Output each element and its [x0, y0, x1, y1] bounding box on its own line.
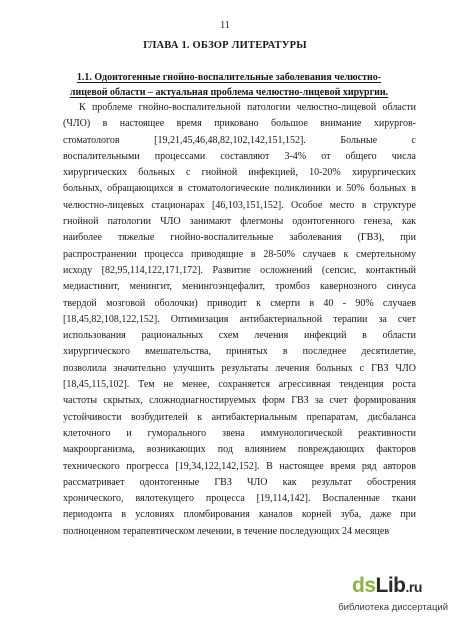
body-line: полноценном терапевтическом лечении, в течение последующих 24 месяцев: [63, 525, 390, 537]
chapter-title: ГЛАВА 1. ОБЗОР ЛИТЕРАТУРЫ: [143, 40, 307, 51]
watermark: [336, 574, 448, 622]
watermark-logo-ds: ds: [352, 574, 376, 597]
watermark-subtitle: библиотека диссертаций: [338, 602, 448, 613]
body-line: стоматологов [19,21,45,46,48,82,102,142,151,152]. Больные с: [63, 134, 416, 146]
body-line: твердой мозговой оболочки) приводит к смерти в 40 - 90% случаев: [63, 297, 416, 309]
body-line: (ЧЛО) в настоящее время приковано большое внимание хирургов-: [63, 118, 416, 130]
body-line: клеточного и гуморального звена иммунологической реактивности: [63, 427, 416, 439]
body-line: макроорганизма, возникающих под влиянием повреждающих факторов: [63, 444, 416, 456]
body-line: рассматривает одонтогенные ГВЗ ЧЛО как результат обострения: [63, 476, 416, 488]
body-line: технического прогресса [19,34,122,142,152]. В настоящее время ряд авторов: [63, 460, 416, 472]
section-title: [40, 70, 418, 100]
body-line: гнойной патологии ЧЛО занимают флегмоны одонтогенного генеза, как: [63, 216, 416, 228]
watermark-logo: [352, 574, 422, 599]
page-number: 11: [220, 20, 230, 31]
body-line: позволила значительно улучшить результаты лечения больных с ГВЗ ЧЛО: [63, 362, 416, 374]
body-text: [63, 100, 416, 540]
watermark-logo-ru: .ru: [405, 579, 422, 595]
body-line: наиболее тяжелые гнойно-воспалительные заболевания (ГВЗ), при: [63, 232, 416, 244]
body-line: частоты скрытых, сложнодиагностируемых форм ГВЗ за счет формирования: [63, 395, 416, 407]
body-line: челюстно-лицевых стационарах [46,103,151,152]. Особое место в структуре: [63, 199, 416, 211]
watermark-fade: [250, 562, 340, 592]
body-line: хирургических больных с гнойной инфекцией, 10-20% хирургических: [63, 167, 416, 179]
body-line: периодонта в условиях пломбирования каналов корней зуба, даже при: [63, 509, 416, 521]
body-line: [18,45,115,102]. Тем не менее, сохраняется агрессивная тенденция роста: [63, 379, 416, 391]
section-title-line-1: 1.1. Одонтогенные гнойно-воспалительные заболевания челюстно-: [76, 72, 382, 83]
body-line: [18,45,82,108,122,152]. Оптимизация антибактериальной терапии за счет: [63, 313, 416, 325]
body-line: использования рациональных схем лечения инфекций в области: [63, 330, 416, 342]
body-line: устойчивости возбудителей к антибактериальным препаратам, дисбаланса: [63, 411, 416, 423]
body-line: медиастинит, менингит, менингоэнцефалит, тромбоз кавернозного синуса: [63, 281, 416, 293]
body-line: хронического, вялотекущего процесса [19,114,142]. Воспаленные ткани: [63, 493, 416, 505]
body-line: больных, обращающихся в стоматологические поликлиники и 50% больных в: [63, 183, 416, 195]
body-line: распространении процесса приводящие в 28-50% случаев к смертельному: [63, 248, 416, 260]
body-line: воспалительными процессами составляют 3-4% от общего числа: [63, 150, 416, 162]
section-title-line-2: лицевой области – актуальная проблема челюстно-лицевой хирургии.: [69, 87, 389, 98]
body-line: хирургического вмешательства, принятых в последнее десятилетие,: [63, 346, 416, 358]
body-line: исходу [82,95,114,122,171,172]. Развитие осложнений (сепсис, контактный: [63, 264, 416, 276]
watermark-logo-lib: Lib: [375, 574, 406, 597]
body-line: К проблеме гнойно-воспалительной патологии челюстно-лицевой области: [79, 102, 416, 113]
